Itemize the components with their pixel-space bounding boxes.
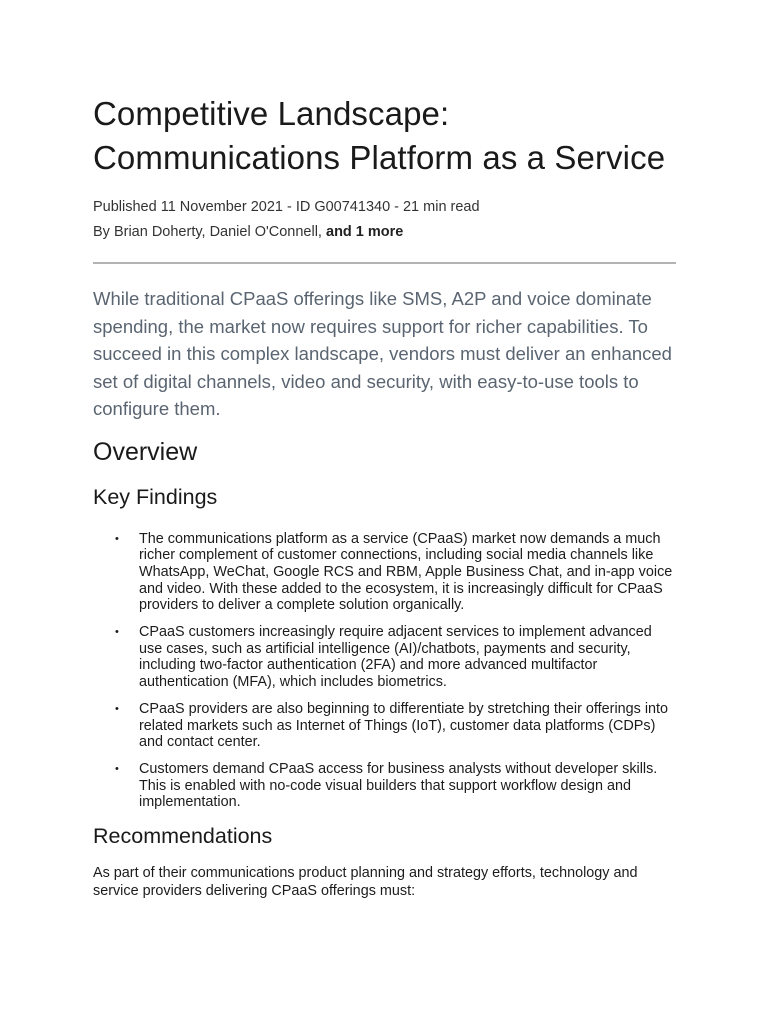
key-findings-list [93, 531, 676, 812]
list-item [93, 624, 676, 691]
separator: - [394, 199, 399, 215]
document-id: ID G00741340 [295, 199, 391, 215]
page-title: Competitive Landscape: Communications Platform as a Service [93, 95, 666, 176]
list-item-text: Customers demand CPaaS access for business analysts without developer skills. This is enabled with no-code visual builders that support workflow design and implementation. [139, 760, 658, 811]
recommendations-heading: Recommendations [93, 824, 273, 849]
more-authors-link[interactable]: and 1 more [326, 224, 404, 240]
list-item [93, 761, 676, 811]
list-item [93, 701, 676, 751]
published-date: Published 11 November 2021 [93, 199, 283, 215]
list-item-text: CPaaS providers are also beginning to differentiate by stretching their offerings into related markets such as Internet of Things (IoT), customer data platforms (CDPs) and contact center. [139, 700, 669, 751]
separator: - [286, 199, 292, 215]
bullet-icon: • [115, 762, 119, 775]
article [93, 92, 676, 914]
divider [93, 262, 676, 264]
overview-heading: Overview [93, 437, 198, 466]
byline [93, 220, 676, 245]
publication-line [93, 195, 676, 220]
summary: While traditional CPaaS offerings like SMS, A2P and voice dominate spending, the market now requires support for richer capabilities. To succeed in this complex landscape, vendors must deliver an enhanced set of digital channels, video and security, with easy-to-use tools to configure them. [93, 288, 672, 419]
read-time: 21 min read [402, 199, 480, 215]
byline-authors: By Brian Doherty, Daniel O'Connell, [93, 224, 322, 240]
bullet-icon: • [115, 626, 119, 639]
list-item-text: The communications platform as a service (CPaaS) market now demands a much richer complement of customer connections, including social media channels like WhatsApp, WeChat, Google RCS and RBM, Apple Business Chat, and in-app voice and video. With these added to the ecosystem, it is increasingly difficult for CPaaS providers to deliver a complete solution organically. [139, 530, 673, 614]
bullet-icon: • [115, 702, 119, 715]
list-item-text: CPaaS customers increasingly require adjacent services to implement advanced use cases, such as artificial intelligence (AI)/chatbots, payments and security, including two-factor authentication (2FA) and more advanced multifactor authentication (MFA), which includes biometrics. [139, 624, 652, 691]
recommendations-intro: As part of their communications product planning and strategy efforts, technology and service providers delivering CPaaS offerings must: [93, 865, 638, 899]
article-meta [93, 195, 676, 245]
bullet-icon: • [115, 532, 119, 545]
key-findings-heading: Key Findings [93, 484, 218, 509]
list-item [93, 531, 676, 615]
